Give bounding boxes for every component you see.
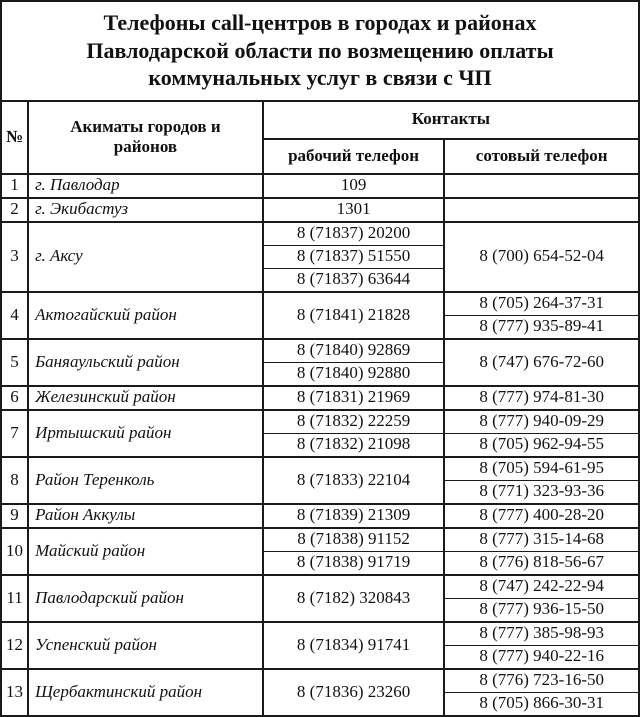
table-row xyxy=(2,504,638,528)
cell-phone: 8 (776) 818-56-67 xyxy=(444,551,638,575)
phone-table xyxy=(2,102,638,715)
header-row-top xyxy=(2,102,638,139)
row-number: 9 xyxy=(2,504,28,528)
work-phone: 8 (71836) 23260 xyxy=(263,669,445,715)
cell-phone: 8 (777) 974-81-30 xyxy=(444,386,638,410)
col-header-akimats: Акиматы городов и районов xyxy=(28,102,263,174)
akimat-name: Район Теренколь xyxy=(28,457,263,504)
akimat-name: г. Павлодар xyxy=(28,174,263,198)
work-phone: 8 (71832) 22259 xyxy=(263,410,445,434)
akimat-name: г. Экибастуз xyxy=(28,198,263,222)
table-row xyxy=(2,198,638,222)
cell-phone: 8 (747) 242-22-94 xyxy=(444,575,638,599)
page-title: Телефоны call-центров в городах и районах Павлодарской области по возмещению оплаты коммунальных услуг в связи с ЧП xyxy=(2,2,638,102)
row-number: 6 xyxy=(2,386,28,410)
work-phone: 8 (71834) 91741 xyxy=(263,622,445,669)
row-number: 12 xyxy=(2,622,28,669)
table-row xyxy=(2,410,638,434)
cell-phone: 8 (705) 962-94-55 xyxy=(444,433,638,457)
akimat-name: Щербактинский район xyxy=(28,669,263,715)
work-phone: 8 (71837) 51550 xyxy=(263,245,445,268)
work-phone: 8 (71840) 92880 xyxy=(263,362,445,386)
table-header xyxy=(2,102,638,174)
cell-phone: 8 (705) 594-61-95 xyxy=(444,457,638,481)
cell-phone: 8 (777) 940-22-16 xyxy=(444,645,638,669)
akimat-name: Павлодарский район xyxy=(28,575,263,622)
work-phone: 8 (71833) 22104 xyxy=(263,457,445,504)
table-row xyxy=(2,222,638,246)
col-header-work-phone: рабочий телефон xyxy=(263,139,445,174)
row-number: 5 xyxy=(2,339,28,386)
row-number: 4 xyxy=(2,292,28,339)
cell-phone: 8 (776) 723-16-50 xyxy=(444,669,638,693)
work-phone: 8 (71839) 21309 xyxy=(263,504,445,528)
work-phone: 1301 xyxy=(263,198,445,222)
work-phone: 8 (71837) 63644 xyxy=(263,268,445,292)
row-number: 13 xyxy=(2,669,28,715)
table-row xyxy=(2,457,638,481)
cell-phone: 8 (705) 264-37-31 xyxy=(444,292,638,316)
akimat-name: Район Аккулы xyxy=(28,504,263,528)
col-header-contacts: Контакты xyxy=(263,102,638,139)
work-phone: 8 (71838) 91152 xyxy=(263,528,445,552)
table-row xyxy=(2,622,638,646)
akimat-name: Иртышский район xyxy=(28,410,263,457)
work-phone: 8 (71841) 21828 xyxy=(263,292,445,339)
akimat-name: Успенский район xyxy=(28,622,263,669)
row-number: 8 xyxy=(2,457,28,504)
work-phone: 109 xyxy=(263,174,445,198)
work-phone: 8 (71837) 20200 xyxy=(263,222,445,246)
table-row xyxy=(2,174,638,198)
cell-phone: 8 (747) 676-72-60 xyxy=(444,339,638,386)
akimat-name: Актогайский район xyxy=(28,292,263,339)
akimat-name: Баняаульский район xyxy=(28,339,263,386)
work-phone: 8 (71832) 21098 xyxy=(263,433,445,457)
row-number: 10 xyxy=(2,528,28,575)
col-header-cell-phone: сотовый телефон xyxy=(444,139,638,174)
row-number: 11 xyxy=(2,575,28,622)
table-row xyxy=(2,528,638,552)
cell-phone: 8 (777) 385-98-93 xyxy=(444,622,638,646)
cell-phone: 8 (777) 935-89-41 xyxy=(444,315,638,339)
col-header-num: № xyxy=(2,102,28,174)
cell-phone: 8 (777) 940-09-29 xyxy=(444,410,638,434)
akimat-name: г. Аксу xyxy=(28,222,263,292)
row-number: 7 xyxy=(2,410,28,457)
row-number: 2 xyxy=(2,198,28,222)
table-row xyxy=(2,292,638,316)
cell-phone xyxy=(444,198,638,222)
work-phone: 8 (7182) 320843 xyxy=(263,575,445,622)
phone-table-body xyxy=(2,174,638,715)
table-row xyxy=(2,339,638,363)
cell-phone: 8 (705) 866-30-31 xyxy=(444,692,638,715)
row-number: 3 xyxy=(2,222,28,292)
cell-phone xyxy=(444,174,638,198)
work-phone: 8 (71840) 92869 xyxy=(263,339,445,363)
akimat-name: Железинский район xyxy=(28,386,263,410)
cell-phone: 8 (777) 400-28-20 xyxy=(444,504,638,528)
row-number: 1 xyxy=(2,174,28,198)
table-row xyxy=(2,669,638,693)
table-row xyxy=(2,386,638,410)
cell-phone: 8 (777) 936-15-50 xyxy=(444,598,638,622)
cell-phone: 8 (777) 315-14-68 xyxy=(444,528,638,552)
table-row xyxy=(2,575,638,599)
work-phone: 8 (71831) 21969 xyxy=(263,386,445,410)
cell-phone: 8 (700) 654-52-04 xyxy=(444,222,638,292)
work-phone: 8 (71838) 91719 xyxy=(263,551,445,575)
cell-phone: 8 (771) 323-93-36 xyxy=(444,480,638,504)
akimat-name: Майский район xyxy=(28,528,263,575)
